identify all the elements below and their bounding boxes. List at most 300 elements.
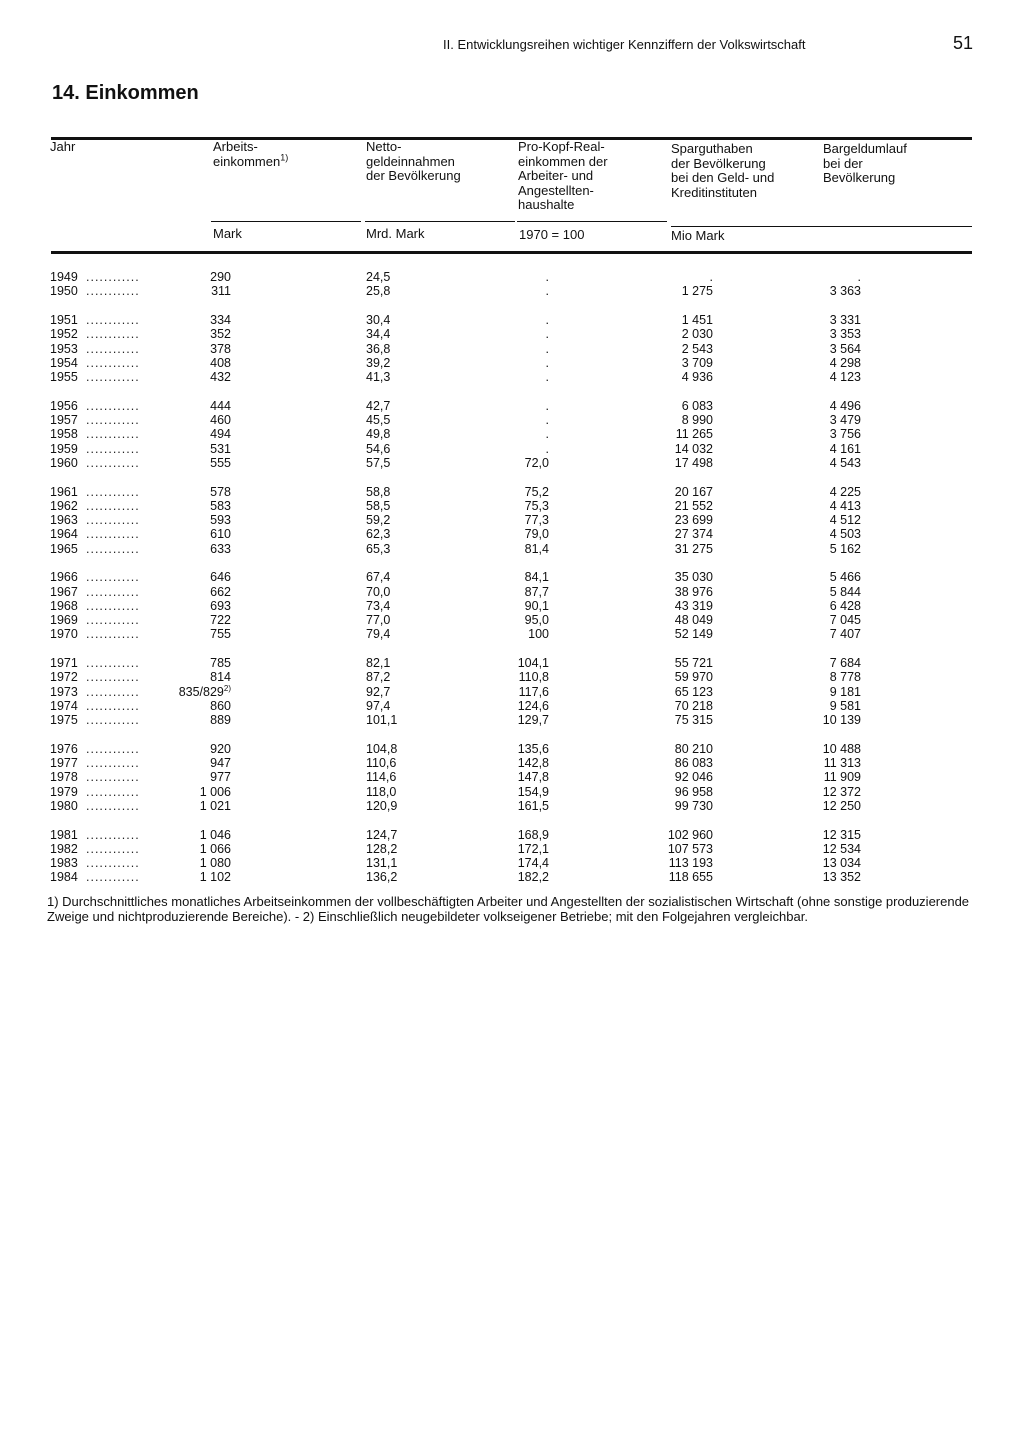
table-row — [0, 799, 1024, 814]
year-cell: 1964 — [50, 527, 78, 542]
leader-dots: ............ — [86, 627, 140, 642]
leader-dots: ............ — [86, 570, 140, 585]
year-cell: 1980 — [50, 798, 78, 813]
table-row — [0, 627, 1024, 642]
arbeitseinkommen-cell — [210, 356, 231, 371]
bargeld-cell: 4 413 — [829, 498, 861, 513]
spar-cell: 35 030 — [674, 570, 713, 585]
bargeld-cell: 9 181 — [829, 684, 861, 699]
bargeld-cell: 8 778 — [829, 670, 861, 685]
unit-netto: Mrd. Mark — [366, 226, 425, 241]
leader-dots: ............ — [86, 598, 140, 613]
arbeitseinkommen-cell — [210, 627, 231, 642]
bargeld-cell: . — [857, 270, 861, 284]
arbeitseinkommen-cell — [210, 613, 231, 628]
leader-dots: ............ — [86, 656, 140, 670]
realeinkommen-cell: 75,2 — [524, 484, 549, 499]
table-row — [0, 613, 1024, 628]
table-row — [0, 828, 1024, 843]
table-row — [0, 342, 1024, 357]
table-row — [0, 713, 1024, 728]
bargeld-cell: 9 581 — [829, 698, 861, 713]
arbeitseinkommen-cell — [210, 427, 231, 442]
leader-dots: ............ — [86, 541, 140, 556]
leader-dots: ............ — [86, 870, 140, 885]
netto-cell: 128,2 — [366, 841, 398, 856]
spar-cell: 113 193 — [668, 856, 713, 870]
leader-dots: ............ — [86, 798, 140, 813]
arbeitseinkommen-value: 785 — [210, 656, 231, 670]
bargeld-cell: 5 162 — [829, 541, 861, 556]
spar-cell: 80 210 — [674, 741, 713, 756]
header-bottom-rule — [51, 251, 972, 254]
year-cell: 1966 — [50, 570, 78, 585]
column-header-realeinkommen — [518, 140, 608, 213]
realeinkommen-cell: 124,6 — [517, 698, 549, 713]
bargeld-cell: 4 161 — [829, 441, 861, 456]
leader-dots: ............ — [86, 698, 140, 713]
year-cell: 1952 — [50, 327, 78, 342]
spar-cell: 27 374 — [674, 527, 713, 542]
realeinkommen-cell: 95,0 — [524, 613, 549, 627]
arbeitseinkommen-cell — [210, 327, 231, 342]
bargeld-cell: 4 503 — [829, 527, 861, 542]
year-cell: 1969 — [50, 613, 78, 627]
arbeitseinkommen-cell — [210, 770, 231, 785]
table-row — [0, 570, 1024, 585]
header-line: Angestellten- — [518, 182, 594, 198]
realeinkommen-cell: 172,1 — [517, 841, 549, 856]
netto-cell: 34,4 — [366, 327, 391, 342]
unit-rule — [365, 221, 515, 222]
netto-cell: 30,4 — [366, 313, 391, 327]
bargeld-cell: 12 534 — [822, 841, 861, 856]
header-line: Sparguthaben — [671, 141, 753, 156]
netto-cell: 120,9 — [366, 798, 398, 813]
leader-dots: ............ — [86, 455, 140, 470]
spar-cell: 38 976 — [674, 584, 713, 599]
arbeitseinkommen-value: 583 — [210, 498, 231, 513]
leader-dots: ............ — [86, 770, 140, 785]
arbeitseinkommen-value: 334 — [210, 313, 231, 327]
table-row — [0, 442, 1024, 457]
year-cell: 1958 — [50, 427, 78, 442]
table-row — [0, 670, 1024, 685]
netto-cell: 65,3 — [366, 541, 391, 556]
realeinkommen-cell: 142,8 — [517, 756, 549, 770]
year-cell: 1951 — [50, 313, 78, 327]
table-row — [0, 770, 1024, 785]
year-cell: 1967 — [50, 584, 78, 599]
arbeitseinkommen-value: 432 — [210, 370, 231, 384]
header-line: bei den Geld- und — [671, 170, 775, 185]
leader-dots: ............ — [86, 784, 140, 799]
netto-cell: 101,1 — [366, 713, 398, 727]
header-line: Kreditinstituten — [671, 184, 757, 200]
bargeld-cell: 13 034 — [822, 856, 861, 870]
year-cell: 1979 — [50, 784, 78, 799]
spar-cell: 8 990 — [681, 413, 713, 427]
leader-dots: ............ — [86, 713, 140, 727]
table-row — [0, 599, 1024, 614]
realeinkommen-cell: . — [545, 355, 549, 370]
leader-dots: ............ — [86, 856, 140, 870]
realeinkommen-cell: . — [545, 413, 549, 427]
year-cell: 1977 — [50, 756, 78, 770]
leader-dots: ............ — [86, 841, 140, 856]
year-cell: 1950 — [50, 284, 78, 299]
spar-cell: 1 451 — [681, 313, 713, 327]
leader-dots: ............ — [86, 427, 140, 442]
table-row — [0, 842, 1024, 857]
year-cell: 1954 — [50, 355, 78, 370]
header-text: einkommen — [213, 153, 281, 169]
table-row — [0, 313, 1024, 328]
table-row — [0, 856, 1024, 871]
spar-cell: 96 958 — [674, 784, 713, 799]
table-row — [0, 284, 1024, 299]
netto-cell: 131,1 — [366, 856, 398, 870]
bargeld-cell: 11 313 — [823, 756, 861, 770]
realeinkommen-cell: . — [545, 270, 549, 284]
netto-cell: 42,7 — [366, 398, 391, 413]
table-row — [0, 699, 1024, 714]
table-top-rule — [51, 137, 972, 140]
arbeitseinkommen-cell — [200, 828, 231, 843]
year-cell: 1978 — [50, 770, 78, 785]
arbeitseinkommen-value: 531 — [210, 441, 231, 456]
netto-cell: 25,8 — [366, 284, 391, 299]
arbeitseinkommen-cell — [179, 685, 231, 700]
realeinkommen-cell: 81,4 — [524, 541, 549, 556]
realeinkommen-cell: 129,7 — [517, 713, 549, 727]
table-row — [0, 742, 1024, 757]
realeinkommen-cell: 154,9 — [517, 784, 549, 799]
bargeld-cell: 3 756 — [829, 427, 861, 442]
arbeitseinkommen-cell — [210, 370, 231, 385]
unit-rule — [211, 221, 361, 222]
netto-cell: 124,7 — [366, 827, 398, 842]
bargeld-cell: 4 123 — [829, 370, 861, 384]
table-row — [0, 513, 1024, 528]
arbeitseinkommen-value: 1 080 — [199, 856, 231, 870]
bargeld-cell: 3 353 — [829, 327, 861, 342]
realeinkommen-cell: 75,3 — [524, 498, 549, 513]
arbeitseinkommen-value: 920 — [210, 741, 231, 756]
spar-cell: 70 218 — [674, 698, 713, 713]
spar-cell: 92 046 — [674, 770, 713, 785]
year-cell: 1982 — [50, 841, 78, 856]
arbeitseinkommen-value: 835/829 — [178, 684, 224, 699]
table-row — [0, 327, 1024, 342]
bargeld-cell: 12 250 — [822, 798, 861, 813]
arbeitseinkommen-value: 947 — [210, 756, 231, 770]
unit-spar-bargeld: Mio Mark — [671, 228, 725, 243]
arbeitseinkommen-cell — [200, 870, 231, 885]
arbeitseinkommen-value: 408 — [210, 355, 231, 370]
realeinkommen-cell: 147,8 — [517, 770, 549, 785]
netto-cell: 82,1 — [366, 656, 391, 670]
footnote-marker: 2) — [223, 683, 231, 693]
bargeld-cell: 5 844 — [829, 584, 861, 599]
year-cell: 1960 — [50, 455, 78, 470]
spar-cell: 107 573 — [667, 841, 713, 856]
netto-cell: 59,2 — [366, 513, 391, 527]
bargeld-cell: 4 543 — [829, 455, 861, 470]
section-title: 14. Einkommen — [52, 82, 199, 104]
arbeitseinkommen-cell — [200, 785, 231, 800]
leader-dots: ............ — [86, 313, 140, 327]
spar-cell: 20 167 — [674, 484, 713, 499]
arbeitseinkommen-value: 755 — [210, 627, 231, 642]
arbeitseinkommen-value: 977 — [210, 770, 231, 785]
netto-cell: 77,0 — [366, 613, 391, 627]
arbeitseinkommen-value: 1 102 — [199, 870, 231, 885]
bargeld-cell: 10 139 — [822, 713, 861, 727]
bargeld-cell: 3 564 — [829, 341, 861, 356]
netto-cell: 41,3 — [366, 370, 391, 384]
netto-cell: 45,5 — [366, 413, 391, 427]
leader-dots: ............ — [86, 684, 140, 699]
leader-dots: ............ — [86, 484, 140, 499]
table-row — [0, 756, 1024, 771]
bargeld-cell: 4 496 — [829, 398, 861, 413]
column-header-year: Jahr — [50, 139, 76, 154]
spar-cell: 75 315 — [674, 713, 713, 727]
netto-cell: 58,5 — [366, 498, 391, 513]
leader-dots: ............ — [86, 527, 140, 542]
netto-cell: 73,4 — [366, 598, 391, 613]
leader-dots: ............ — [86, 327, 140, 342]
spar-cell: 52 149 — [674, 627, 713, 642]
year-cell: 1949 — [50, 270, 78, 284]
year-cell: 1973 — [50, 684, 78, 699]
arbeitseinkommen-value: 646 — [210, 570, 231, 585]
leader-dots: ............ — [86, 355, 140, 370]
bargeld-cell: 12 372 — [822, 784, 861, 799]
table-row — [0, 427, 1024, 442]
arbeitseinkommen-value: 610 — [210, 527, 231, 542]
bargeld-cell: 12 315 — [822, 827, 861, 842]
arbeitseinkommen-cell — [210, 342, 231, 357]
bargeld-cell: 4 225 — [829, 484, 861, 499]
netto-cell: 70,0 — [366, 584, 391, 599]
realeinkommen-cell: . — [545, 398, 549, 413]
table-row — [0, 413, 1024, 428]
spar-cell: 55 721 — [674, 656, 713, 670]
table-row — [0, 685, 1024, 700]
arbeitseinkommen-cell — [210, 399, 231, 414]
year-cell: 1976 — [50, 741, 78, 756]
netto-cell: 36,8 — [366, 341, 391, 356]
netto-cell: 118,0 — [366, 784, 397, 799]
unit-realeinkommen: 1970 = 100 — [519, 227, 585, 242]
leader-dots: ............ — [86, 584, 140, 599]
spar-cell: 31 275 — [674, 541, 713, 556]
table-row — [0, 542, 1024, 557]
netto-cell: 54,6 — [366, 441, 391, 456]
arbeitseinkommen-value: 555 — [210, 455, 231, 470]
arbeitseinkommen-cell — [210, 527, 231, 542]
arbeitseinkommen-value: 722 — [210, 613, 231, 627]
arbeitseinkommen-value: 378 — [210, 341, 231, 356]
table-row — [0, 785, 1024, 800]
header-line — [213, 152, 289, 170]
arbeitseinkommen-cell — [200, 842, 231, 857]
realeinkommen-cell: 110,8 — [518, 670, 549, 685]
leader-dots: ............ — [86, 613, 140, 627]
leader-dots: ............ — [86, 270, 140, 284]
table-row — [0, 585, 1024, 600]
spar-cell: 11 265 — [675, 427, 713, 442]
realeinkommen-cell: 174,4 — [517, 856, 549, 870]
year-cell: 1968 — [50, 598, 78, 613]
header-line: Netto- — [366, 139, 402, 154]
bargeld-cell: 11 909 — [823, 770, 861, 785]
arbeitseinkommen-cell — [210, 270, 231, 285]
netto-cell: 87,2 — [366, 670, 391, 685]
bargeld-cell: 10 488 — [822, 741, 861, 756]
table-row — [0, 485, 1024, 500]
spar-cell: 65 123 — [674, 684, 713, 699]
realeinkommen-cell: . — [545, 341, 549, 356]
spar-cell: 43 319 — [674, 598, 713, 613]
spar-cell: 14 032 — [674, 441, 713, 456]
spar-cell: 1 275 — [681, 284, 713, 299]
netto-cell: 49,8 — [366, 427, 391, 442]
arbeitseinkommen-value: 352 — [210, 327, 231, 342]
arbeitseinkommen-value: 444 — [210, 398, 231, 413]
table-row — [0, 370, 1024, 385]
column-header-bargeld — [823, 142, 907, 186]
spar-cell: . — [709, 270, 713, 284]
arbeitseinkommen-cell — [210, 313, 231, 328]
header-line: Arbeiter- und — [518, 168, 594, 183]
header-line: Arbeits- — [213, 139, 258, 154]
leader-dots: ............ — [86, 370, 140, 384]
realeinkommen-cell: 100 — [528, 627, 549, 642]
year-cell: 1965 — [50, 541, 78, 556]
arbeitseinkommen-value: 889 — [210, 713, 231, 727]
arbeitseinkommen-cell — [210, 499, 231, 514]
realeinkommen-cell: 72,0 — [524, 455, 549, 470]
bargeld-cell: 7 684 — [829, 656, 861, 670]
arbeitseinkommen-cell — [210, 742, 231, 757]
realeinkommen-cell: 90,1 — [524, 598, 549, 613]
header-line: Bevölkerung — [823, 170, 896, 185]
page-number: 51 — [953, 33, 974, 53]
arbeitseinkommen-cell — [200, 799, 231, 814]
table-row — [0, 527, 1024, 542]
header-line: der Bevölkerung — [366, 168, 461, 183]
header-line: der Bevölkerung — [671, 155, 766, 171]
leader-dots: ............ — [86, 413, 140, 427]
arbeitseinkommen-value: 860 — [210, 698, 231, 713]
header-line: einkommen der — [518, 153, 608, 169]
realeinkommen-cell: 168,9 — [517, 827, 549, 842]
leader-dots: ............ — [86, 513, 140, 527]
arbeitseinkommen-value: 290 — [210, 270, 231, 284]
leader-dots: ............ — [86, 398, 140, 413]
netto-cell: 110,6 — [366, 756, 397, 770]
realeinkommen-cell: 117,6 — [518, 684, 549, 699]
table-row — [0, 499, 1024, 514]
arbeitseinkommen-cell — [210, 456, 231, 471]
leader-dots: ............ — [86, 441, 140, 456]
realeinkommen-cell: 104,1 — [517, 656, 549, 670]
year-cell: 1983 — [50, 856, 78, 870]
bargeld-cell: 4 298 — [829, 355, 861, 370]
spar-cell: 21 552 — [674, 498, 713, 513]
spar-cell: 23 699 — [674, 513, 713, 527]
spar-cell: 17 498 — [674, 455, 713, 470]
realeinkommen-cell: 77,3 — [524, 513, 549, 527]
spar-cell: 48 049 — [674, 613, 713, 627]
year-cell: 1963 — [50, 513, 78, 527]
arbeitseinkommen-value: 693 — [210, 598, 231, 613]
bargeld-cell: 3 331 — [829, 313, 861, 327]
bargeld-cell: 5 466 — [829, 570, 861, 585]
arbeitseinkommen-value: 460 — [210, 413, 231, 427]
year-cell: 1971 — [50, 656, 78, 670]
realeinkommen-cell: . — [545, 284, 549, 299]
arbeitseinkommen-cell — [210, 413, 231, 428]
realeinkommen-cell: . — [545, 370, 549, 384]
spar-cell: 102 960 — [667, 827, 713, 842]
leader-dots: ............ — [86, 741, 140, 756]
netto-cell: 104,8 — [366, 741, 398, 756]
leader-dots: ............ — [86, 756, 140, 770]
table-row — [0, 656, 1024, 671]
footnote-marker: 1) — [280, 152, 289, 163]
spar-cell: 6 083 — [681, 398, 713, 413]
netto-cell: 67,4 — [366, 570, 391, 585]
netto-cell: 39,2 — [366, 355, 391, 370]
realeinkommen-cell: 84,1 — [524, 570, 549, 585]
bargeld-cell: 7 045 — [829, 613, 861, 627]
year-cell: 1961 — [50, 484, 78, 499]
bargeld-cell: 3 479 — [829, 413, 861, 427]
header-line: bei der — [823, 155, 863, 171]
leader-dots: ............ — [86, 827, 140, 842]
year-cell: 1984 — [50, 870, 78, 885]
netto-cell: 136,2 — [366, 870, 398, 885]
unit-arbeitseinkommen: Mark — [213, 226, 242, 241]
arbeitseinkommen-cell — [210, 513, 231, 528]
header-line: Bargeldumlauf — [823, 141, 907, 156]
arbeitseinkommen-cell — [210, 442, 231, 457]
arbeitseinkommen-value: 1 046 — [199, 827, 231, 842]
year-cell: 1974 — [50, 698, 78, 713]
arbeitseinkommen-cell — [210, 756, 231, 771]
column-header-arbeitseinkommen — [213, 140, 288, 169]
arbeitseinkommen-cell — [210, 485, 231, 500]
year-cell: 1955 — [50, 370, 78, 384]
year-cell: 1957 — [50, 413, 78, 427]
bargeld-cell: 3 363 — [829, 284, 861, 299]
year-cell: 1959 — [50, 441, 78, 456]
spar-cell: 86 083 — [674, 756, 713, 770]
realeinkommen-cell: 161,5 — [517, 798, 549, 813]
table-row — [0, 270, 1024, 285]
column-header-spar — [671, 142, 774, 200]
leader-dots: ............ — [86, 284, 140, 299]
arbeitseinkommen-cell — [210, 656, 231, 671]
column-header-netto — [366, 140, 461, 184]
arbeitseinkommen-value: 1 066 — [199, 841, 231, 856]
netto-cell: 57,5 — [366, 455, 391, 470]
realeinkommen-cell: . — [545, 327, 549, 342]
